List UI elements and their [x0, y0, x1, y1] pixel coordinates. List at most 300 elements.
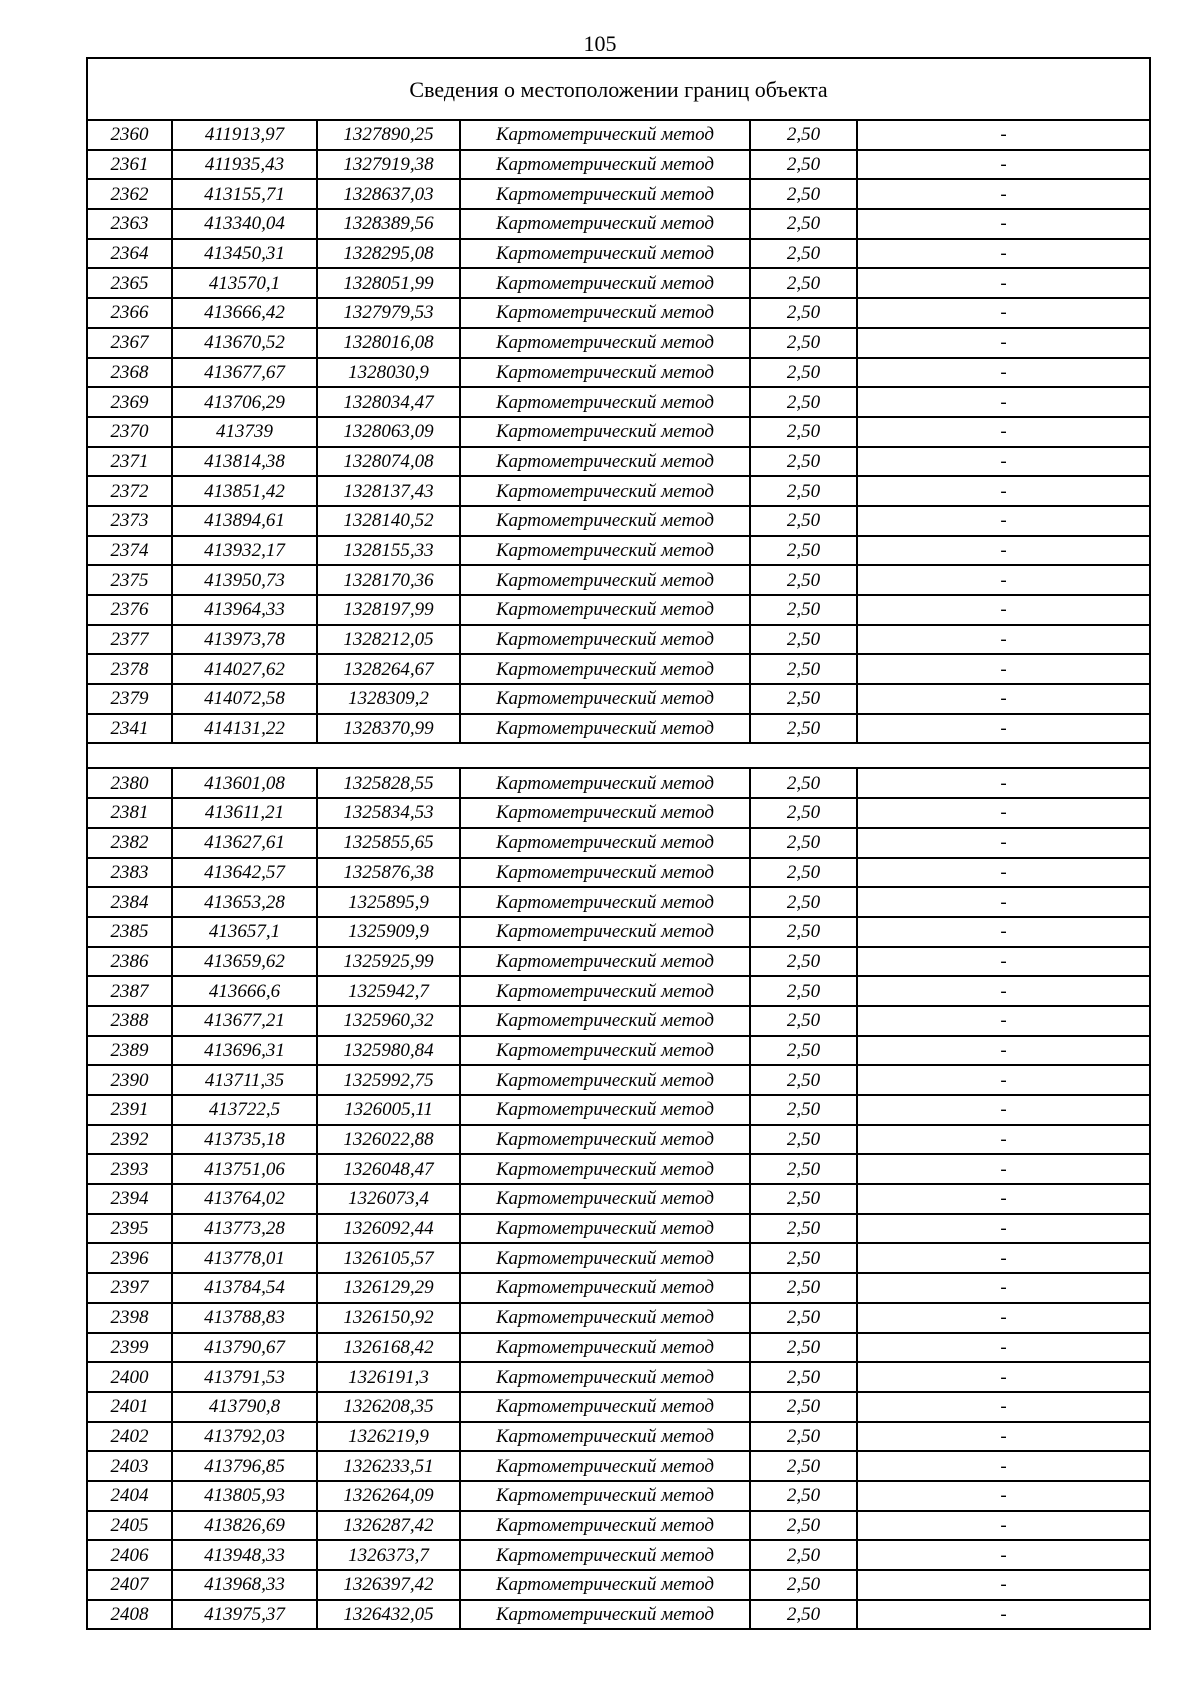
x-coordinate-cell: 413706,29 [172, 387, 317, 417]
table-row [87, 120, 1150, 150]
x-coordinate-cell: 414027,62 [172, 654, 317, 684]
method-cell: Картометрический метод [460, 417, 750, 447]
block-separator-row [87, 743, 1150, 768]
accuracy-cell: 2,50 [750, 1065, 857, 1095]
y-coordinate-cell: 1326092,44 [317, 1214, 460, 1244]
y-coordinate-cell: 1328034,47 [317, 387, 460, 417]
point-number-cell: 2386 [87, 947, 172, 977]
description-cell: - [857, 1006, 1150, 1036]
table-row [87, 328, 1150, 358]
x-coordinate-cell: 413739 [172, 417, 317, 447]
x-coordinate-cell: 413340,04 [172, 209, 317, 239]
description-cell: - [857, 1392, 1150, 1422]
accuracy-cell: 2,50 [750, 1392, 857, 1422]
y-coordinate-cell: 1328295,08 [317, 239, 460, 269]
table-row [87, 268, 1150, 298]
x-coordinate-cell: 413657,1 [172, 917, 317, 947]
accuracy-cell: 2,50 [750, 1273, 857, 1303]
x-coordinate-cell: 413950,73 [172, 565, 317, 595]
accuracy-cell: 2,50 [750, 298, 857, 328]
description-cell: - [857, 684, 1150, 714]
x-coordinate-cell: 413791,53 [172, 1362, 317, 1392]
point-number-cell: 2407 [87, 1570, 172, 1600]
point-number-cell: 2388 [87, 1006, 172, 1036]
accuracy-cell: 2,50 [750, 858, 857, 888]
point-number-cell: 2406 [87, 1540, 172, 1570]
table-row [87, 1540, 1150, 1570]
table-row [87, 917, 1150, 947]
table-row [87, 298, 1150, 328]
y-coordinate-cell: 1326150,92 [317, 1303, 460, 1333]
description-cell: - [857, 476, 1150, 506]
method-cell: Картометрический метод [460, 120, 750, 150]
description-cell: - [857, 1422, 1150, 1452]
point-number-cell: 2408 [87, 1600, 172, 1630]
method-cell: Картометрический метод [460, 1184, 750, 1214]
point-number-cell: 2367 [87, 328, 172, 358]
table-row [87, 565, 1150, 595]
accuracy-cell: 2,50 [750, 209, 857, 239]
table-row [87, 1243, 1150, 1273]
accuracy-cell: 2,50 [750, 328, 857, 358]
point-number-cell: 2363 [87, 209, 172, 239]
y-coordinate-cell: 1328370,99 [317, 714, 460, 744]
y-coordinate-cell: 1326208,35 [317, 1392, 460, 1422]
accuracy-cell: 2,50 [750, 268, 857, 298]
description-cell: - [857, 1362, 1150, 1392]
x-coordinate-cell: 413805,93 [172, 1481, 317, 1511]
y-coordinate-cell: 1326397,42 [317, 1570, 460, 1600]
x-coordinate-cell: 413659,62 [172, 947, 317, 977]
x-coordinate-cell: 413670,52 [172, 328, 317, 358]
x-coordinate-cell: 413711,35 [172, 1065, 317, 1095]
point-number-cell: 2403 [87, 1451, 172, 1481]
point-number-cell: 2383 [87, 858, 172, 888]
y-coordinate-cell: 1327919,38 [317, 150, 460, 180]
x-coordinate-cell: 413696,31 [172, 1036, 317, 1066]
y-coordinate-cell: 1328197,99 [317, 595, 460, 625]
accuracy-cell: 2,50 [750, 1540, 857, 1570]
description-cell: - [857, 1036, 1150, 1066]
method-cell: Картометрический метод [460, 536, 750, 566]
accuracy-cell: 2,50 [750, 714, 857, 744]
accuracy-cell: 2,50 [750, 625, 857, 655]
y-coordinate-cell: 1326048,47 [317, 1154, 460, 1184]
y-coordinate-cell: 1326287,42 [317, 1511, 460, 1541]
table-row [87, 1154, 1150, 1184]
method-cell: Картометрический метод [460, 887, 750, 917]
description-cell: - [857, 298, 1150, 328]
description-cell: - [857, 565, 1150, 595]
x-coordinate-cell: 413778,01 [172, 1243, 317, 1273]
y-coordinate-cell: 1325834,53 [317, 798, 460, 828]
table-row [87, 1303, 1150, 1333]
y-coordinate-cell: 1326168,42 [317, 1333, 460, 1363]
accuracy-cell: 2,50 [750, 120, 857, 150]
description-cell: - [857, 120, 1150, 150]
table-row [87, 828, 1150, 858]
y-coordinate-cell: 1326191,3 [317, 1362, 460, 1392]
point-number-cell: 2385 [87, 917, 172, 947]
table-row [87, 387, 1150, 417]
description-cell: - [857, 1333, 1150, 1363]
x-coordinate-cell: 411935,43 [172, 150, 317, 180]
description-cell: - [857, 1184, 1150, 1214]
point-number-cell: 2402 [87, 1422, 172, 1452]
point-number-cell: 2400 [87, 1362, 172, 1392]
description-cell: - [857, 506, 1150, 536]
boundary-table-container [86, 57, 1149, 1630]
accuracy-cell: 2,50 [750, 1006, 857, 1036]
point-number-cell: 2377 [87, 625, 172, 655]
description-cell: - [857, 1540, 1150, 1570]
table-row [87, 417, 1150, 447]
x-coordinate-cell: 413677,21 [172, 1006, 317, 1036]
point-number-cell: 2392 [87, 1125, 172, 1155]
x-coordinate-cell: 413677,67 [172, 358, 317, 388]
description-cell: - [857, 714, 1150, 744]
boundary-coordinates-table [86, 57, 1151, 1630]
method-cell: Картометрический метод [460, 1362, 750, 1392]
method-cell: Картометрический метод [460, 714, 750, 744]
table-row [87, 625, 1150, 655]
description-cell: - [857, 387, 1150, 417]
y-coordinate-cell: 1325980,84 [317, 1036, 460, 1066]
description-cell: - [857, 209, 1150, 239]
table-row [87, 209, 1150, 239]
method-cell: Картометрический метод [460, 298, 750, 328]
table-row [87, 1362, 1150, 1392]
accuracy-cell: 2,50 [750, 447, 857, 477]
point-number-cell: 2361 [87, 150, 172, 180]
table-row [87, 858, 1150, 888]
accuracy-cell: 2,50 [750, 476, 857, 506]
method-cell: Картометрический метод [460, 358, 750, 388]
description-cell: - [857, 358, 1150, 388]
description-cell: - [857, 1481, 1150, 1511]
x-coordinate-cell: 413666,6 [172, 976, 317, 1006]
description-cell: - [857, 1570, 1150, 1600]
x-coordinate-cell: 413155,71 [172, 179, 317, 209]
x-coordinate-cell: 413570,1 [172, 268, 317, 298]
description-cell: - [857, 1243, 1150, 1273]
y-coordinate-cell: 1327979,53 [317, 298, 460, 328]
accuracy-cell: 2,50 [750, 828, 857, 858]
method-cell: Картометрический метод [460, 209, 750, 239]
description-cell: - [857, 179, 1150, 209]
accuracy-cell: 2,50 [750, 887, 857, 917]
table-row [87, 654, 1150, 684]
method-cell: Картометрический метод [460, 654, 750, 684]
method-cell: Картометрический метод [460, 268, 750, 298]
method-cell: Картометрический метод [460, 1125, 750, 1155]
accuracy-cell: 2,50 [750, 1333, 857, 1363]
accuracy-cell: 2,50 [750, 1511, 857, 1541]
y-coordinate-cell: 1328030,9 [317, 358, 460, 388]
x-coordinate-cell: 413964,33 [172, 595, 317, 625]
method-cell: Картометрический метод [460, 1065, 750, 1095]
point-number-cell: 2373 [87, 506, 172, 536]
accuracy-cell: 2,50 [750, 1184, 857, 1214]
point-number-cell: 2401 [87, 1392, 172, 1422]
table-row [87, 947, 1150, 977]
description-cell: - [857, 1600, 1150, 1630]
method-cell: Картометрический метод [460, 447, 750, 477]
table-row [87, 1422, 1150, 1452]
table-row [87, 1006, 1150, 1036]
accuracy-cell: 2,50 [750, 239, 857, 269]
description-cell: - [857, 1303, 1150, 1333]
description-cell: - [857, 1451, 1150, 1481]
accuracy-cell: 2,50 [750, 654, 857, 684]
description-cell: - [857, 1065, 1150, 1095]
block-separator-cell [87, 743, 1150, 768]
table-row [87, 447, 1150, 477]
method-cell: Картометрический метод [460, 1006, 750, 1036]
point-number-cell: 2393 [87, 1154, 172, 1184]
y-coordinate-cell: 1328309,2 [317, 684, 460, 714]
accuracy-cell: 2,50 [750, 1451, 857, 1481]
x-coordinate-cell: 413851,42 [172, 476, 317, 506]
method-cell: Картометрический метод [460, 1451, 750, 1481]
accuracy-cell: 2,50 [750, 1125, 857, 1155]
point-number-cell: 2384 [87, 887, 172, 917]
accuracy-cell: 2,50 [750, 947, 857, 977]
y-coordinate-cell: 1326105,57 [317, 1243, 460, 1273]
description-cell: - [857, 654, 1150, 684]
x-coordinate-cell: 413601,08 [172, 768, 317, 798]
accuracy-cell: 2,50 [750, 1600, 857, 1630]
table-row [87, 1065, 1150, 1095]
point-number-cell: 2396 [87, 1243, 172, 1273]
description-cell: - [857, 150, 1150, 180]
y-coordinate-cell: 1327890,25 [317, 120, 460, 150]
method-cell: Картометрический метод [460, 1095, 750, 1125]
x-coordinate-cell: 411913,97 [172, 120, 317, 150]
table-row [87, 476, 1150, 506]
description-cell: - [857, 536, 1150, 566]
y-coordinate-cell: 1328074,08 [317, 447, 460, 477]
accuracy-cell: 2,50 [750, 595, 857, 625]
x-coordinate-cell: 414072,58 [172, 684, 317, 714]
x-coordinate-cell: 413826,69 [172, 1511, 317, 1541]
method-cell: Картометрический метод [460, 239, 750, 269]
point-number-cell: 2366 [87, 298, 172, 328]
x-coordinate-cell: 413773,28 [172, 1214, 317, 1244]
y-coordinate-cell: 1326233,51 [317, 1451, 460, 1481]
y-coordinate-cell: 1325925,99 [317, 947, 460, 977]
x-coordinate-cell: 413735,18 [172, 1125, 317, 1155]
accuracy-cell: 2,50 [750, 150, 857, 180]
y-coordinate-cell: 1328063,09 [317, 417, 460, 447]
table-row [87, 1095, 1150, 1125]
point-number-cell: 2369 [87, 387, 172, 417]
method-cell: Картометрический метод [460, 917, 750, 947]
point-number-cell: 2390 [87, 1065, 172, 1095]
point-number-cell: 2374 [87, 536, 172, 566]
table-row [87, 684, 1150, 714]
x-coordinate-cell: 413814,38 [172, 447, 317, 477]
point-number-cell: 2370 [87, 417, 172, 447]
description-cell: - [857, 798, 1150, 828]
x-coordinate-cell: 413973,78 [172, 625, 317, 655]
description-cell: - [857, 887, 1150, 917]
method-cell: Картометрический метод [460, 1600, 750, 1630]
x-coordinate-cell: 413611,21 [172, 798, 317, 828]
accuracy-cell: 2,50 [750, 917, 857, 947]
description-cell: - [857, 768, 1150, 798]
method-cell: Картометрический метод [460, 387, 750, 417]
point-number-cell: 2404 [87, 1481, 172, 1511]
x-coordinate-cell: 413788,83 [172, 1303, 317, 1333]
accuracy-cell: 2,50 [750, 798, 857, 828]
y-coordinate-cell: 1326005,11 [317, 1095, 460, 1125]
table-row [87, 1451, 1150, 1481]
method-cell: Картометрический метод [460, 1243, 750, 1273]
point-number-cell: 2395 [87, 1214, 172, 1244]
y-coordinate-cell: 1326432,05 [317, 1600, 460, 1630]
accuracy-cell: 2,50 [750, 768, 857, 798]
table-row [87, 1392, 1150, 1422]
point-number-cell: 2398 [87, 1303, 172, 1333]
accuracy-cell: 2,50 [750, 536, 857, 566]
method-cell: Картометрический метод [460, 1481, 750, 1511]
y-coordinate-cell: 1325992,75 [317, 1065, 460, 1095]
point-number-cell: 2375 [87, 565, 172, 595]
accuracy-cell: 2,50 [750, 387, 857, 417]
table-row [87, 179, 1150, 209]
y-coordinate-cell: 1326073,4 [317, 1184, 460, 1214]
accuracy-cell: 2,50 [750, 1154, 857, 1184]
description-cell: - [857, 328, 1150, 358]
method-cell: Картометрический метод [460, 1392, 750, 1422]
method-cell: Картометрический метод [460, 798, 750, 828]
y-coordinate-cell: 1328212,05 [317, 625, 460, 655]
point-number-cell: 2341 [87, 714, 172, 744]
table-body [87, 58, 1150, 1629]
point-number-cell: 2368 [87, 358, 172, 388]
y-coordinate-cell: 1328016,08 [317, 328, 460, 358]
table-row [87, 1214, 1150, 1244]
point-number-cell: 2387 [87, 976, 172, 1006]
method-cell: Картометрический метод [460, 150, 750, 180]
accuracy-cell: 2,50 [750, 1243, 857, 1273]
method-cell: Картометрический метод [460, 179, 750, 209]
table-row [87, 506, 1150, 536]
y-coordinate-cell: 1326219,9 [317, 1422, 460, 1452]
method-cell: Картометрический метод [460, 1214, 750, 1244]
table-row [87, 714, 1150, 744]
description-cell: - [857, 239, 1150, 269]
description-cell: - [857, 828, 1150, 858]
x-coordinate-cell: 413790,67 [172, 1333, 317, 1363]
accuracy-cell: 2,50 [750, 976, 857, 1006]
method-cell: Картометрический метод [460, 625, 750, 655]
accuracy-cell: 2,50 [750, 179, 857, 209]
description-cell: - [857, 268, 1150, 298]
method-cell: Картометрический метод [460, 1303, 750, 1333]
x-coordinate-cell: 413792,03 [172, 1422, 317, 1452]
table-row [87, 595, 1150, 625]
accuracy-cell: 2,50 [750, 1422, 857, 1452]
method-cell: Картометрический метод [460, 1511, 750, 1541]
description-cell: - [857, 976, 1150, 1006]
y-coordinate-cell: 1325876,38 [317, 858, 460, 888]
method-cell: Картометрический метод [460, 328, 750, 358]
y-coordinate-cell: 1328137,43 [317, 476, 460, 506]
x-coordinate-cell: 413975,37 [172, 1600, 317, 1630]
y-coordinate-cell: 1326022,88 [317, 1125, 460, 1155]
description-cell: - [857, 917, 1150, 947]
page-number: 105 [583, 31, 617, 56]
x-coordinate-cell: 413642,57 [172, 858, 317, 888]
table-row [87, 1333, 1150, 1363]
method-cell: Картометрический метод [460, 1540, 750, 1570]
table-row [87, 1600, 1150, 1630]
point-number-cell: 2391 [87, 1095, 172, 1125]
method-cell: Картометрический метод [460, 476, 750, 506]
x-coordinate-cell: 413790,8 [172, 1392, 317, 1422]
method-cell: Картометрический метод [460, 828, 750, 858]
point-number-cell: 2380 [87, 768, 172, 798]
method-cell: Картометрический метод [460, 506, 750, 536]
point-number-cell: 2360 [87, 120, 172, 150]
description-cell: - [857, 625, 1150, 655]
accuracy-cell: 2,50 [750, 1214, 857, 1244]
description-cell: - [857, 947, 1150, 977]
method-cell: Картометрический метод [460, 1273, 750, 1303]
description-cell: - [857, 1273, 1150, 1303]
table-row [87, 768, 1150, 798]
y-coordinate-cell: 1325909,9 [317, 917, 460, 947]
point-number-cell: 2364 [87, 239, 172, 269]
method-cell: Картометрический метод [460, 976, 750, 1006]
method-cell: Картометрический метод [460, 1333, 750, 1363]
point-number-cell: 2394 [87, 1184, 172, 1214]
y-coordinate-cell: 1328170,36 [317, 565, 460, 595]
y-coordinate-cell: 1328389,56 [317, 209, 460, 239]
point-number-cell: 2389 [87, 1036, 172, 1066]
table-row [87, 1125, 1150, 1155]
accuracy-cell: 2,50 [750, 684, 857, 714]
method-cell: Картометрический метод [460, 768, 750, 798]
y-coordinate-cell: 1326129,29 [317, 1273, 460, 1303]
accuracy-cell: 2,50 [750, 1481, 857, 1511]
point-number-cell: 2372 [87, 476, 172, 506]
x-coordinate-cell: 413450,31 [172, 239, 317, 269]
method-cell: Картометрический метод [460, 565, 750, 595]
y-coordinate-cell: 1328051,99 [317, 268, 460, 298]
method-cell: Картометрический метод [460, 1036, 750, 1066]
y-coordinate-cell: 1328264,67 [317, 654, 460, 684]
description-cell: - [857, 1095, 1150, 1125]
y-coordinate-cell: 1326373,7 [317, 1540, 460, 1570]
accuracy-cell: 2,50 [750, 358, 857, 388]
point-number-cell: 2397 [87, 1273, 172, 1303]
table-row [87, 1273, 1150, 1303]
method-cell: Картометрический метод [460, 1570, 750, 1600]
table-row [87, 1481, 1150, 1511]
y-coordinate-cell: 1325828,55 [317, 768, 460, 798]
x-coordinate-cell: 413627,61 [172, 828, 317, 858]
point-number-cell: 2371 [87, 447, 172, 477]
accuracy-cell: 2,50 [750, 417, 857, 447]
description-cell: - [857, 1511, 1150, 1541]
table-row [87, 1036, 1150, 1066]
description-cell: - [857, 447, 1150, 477]
accuracy-cell: 2,50 [750, 1303, 857, 1333]
y-coordinate-cell: 1325942,7 [317, 976, 460, 1006]
